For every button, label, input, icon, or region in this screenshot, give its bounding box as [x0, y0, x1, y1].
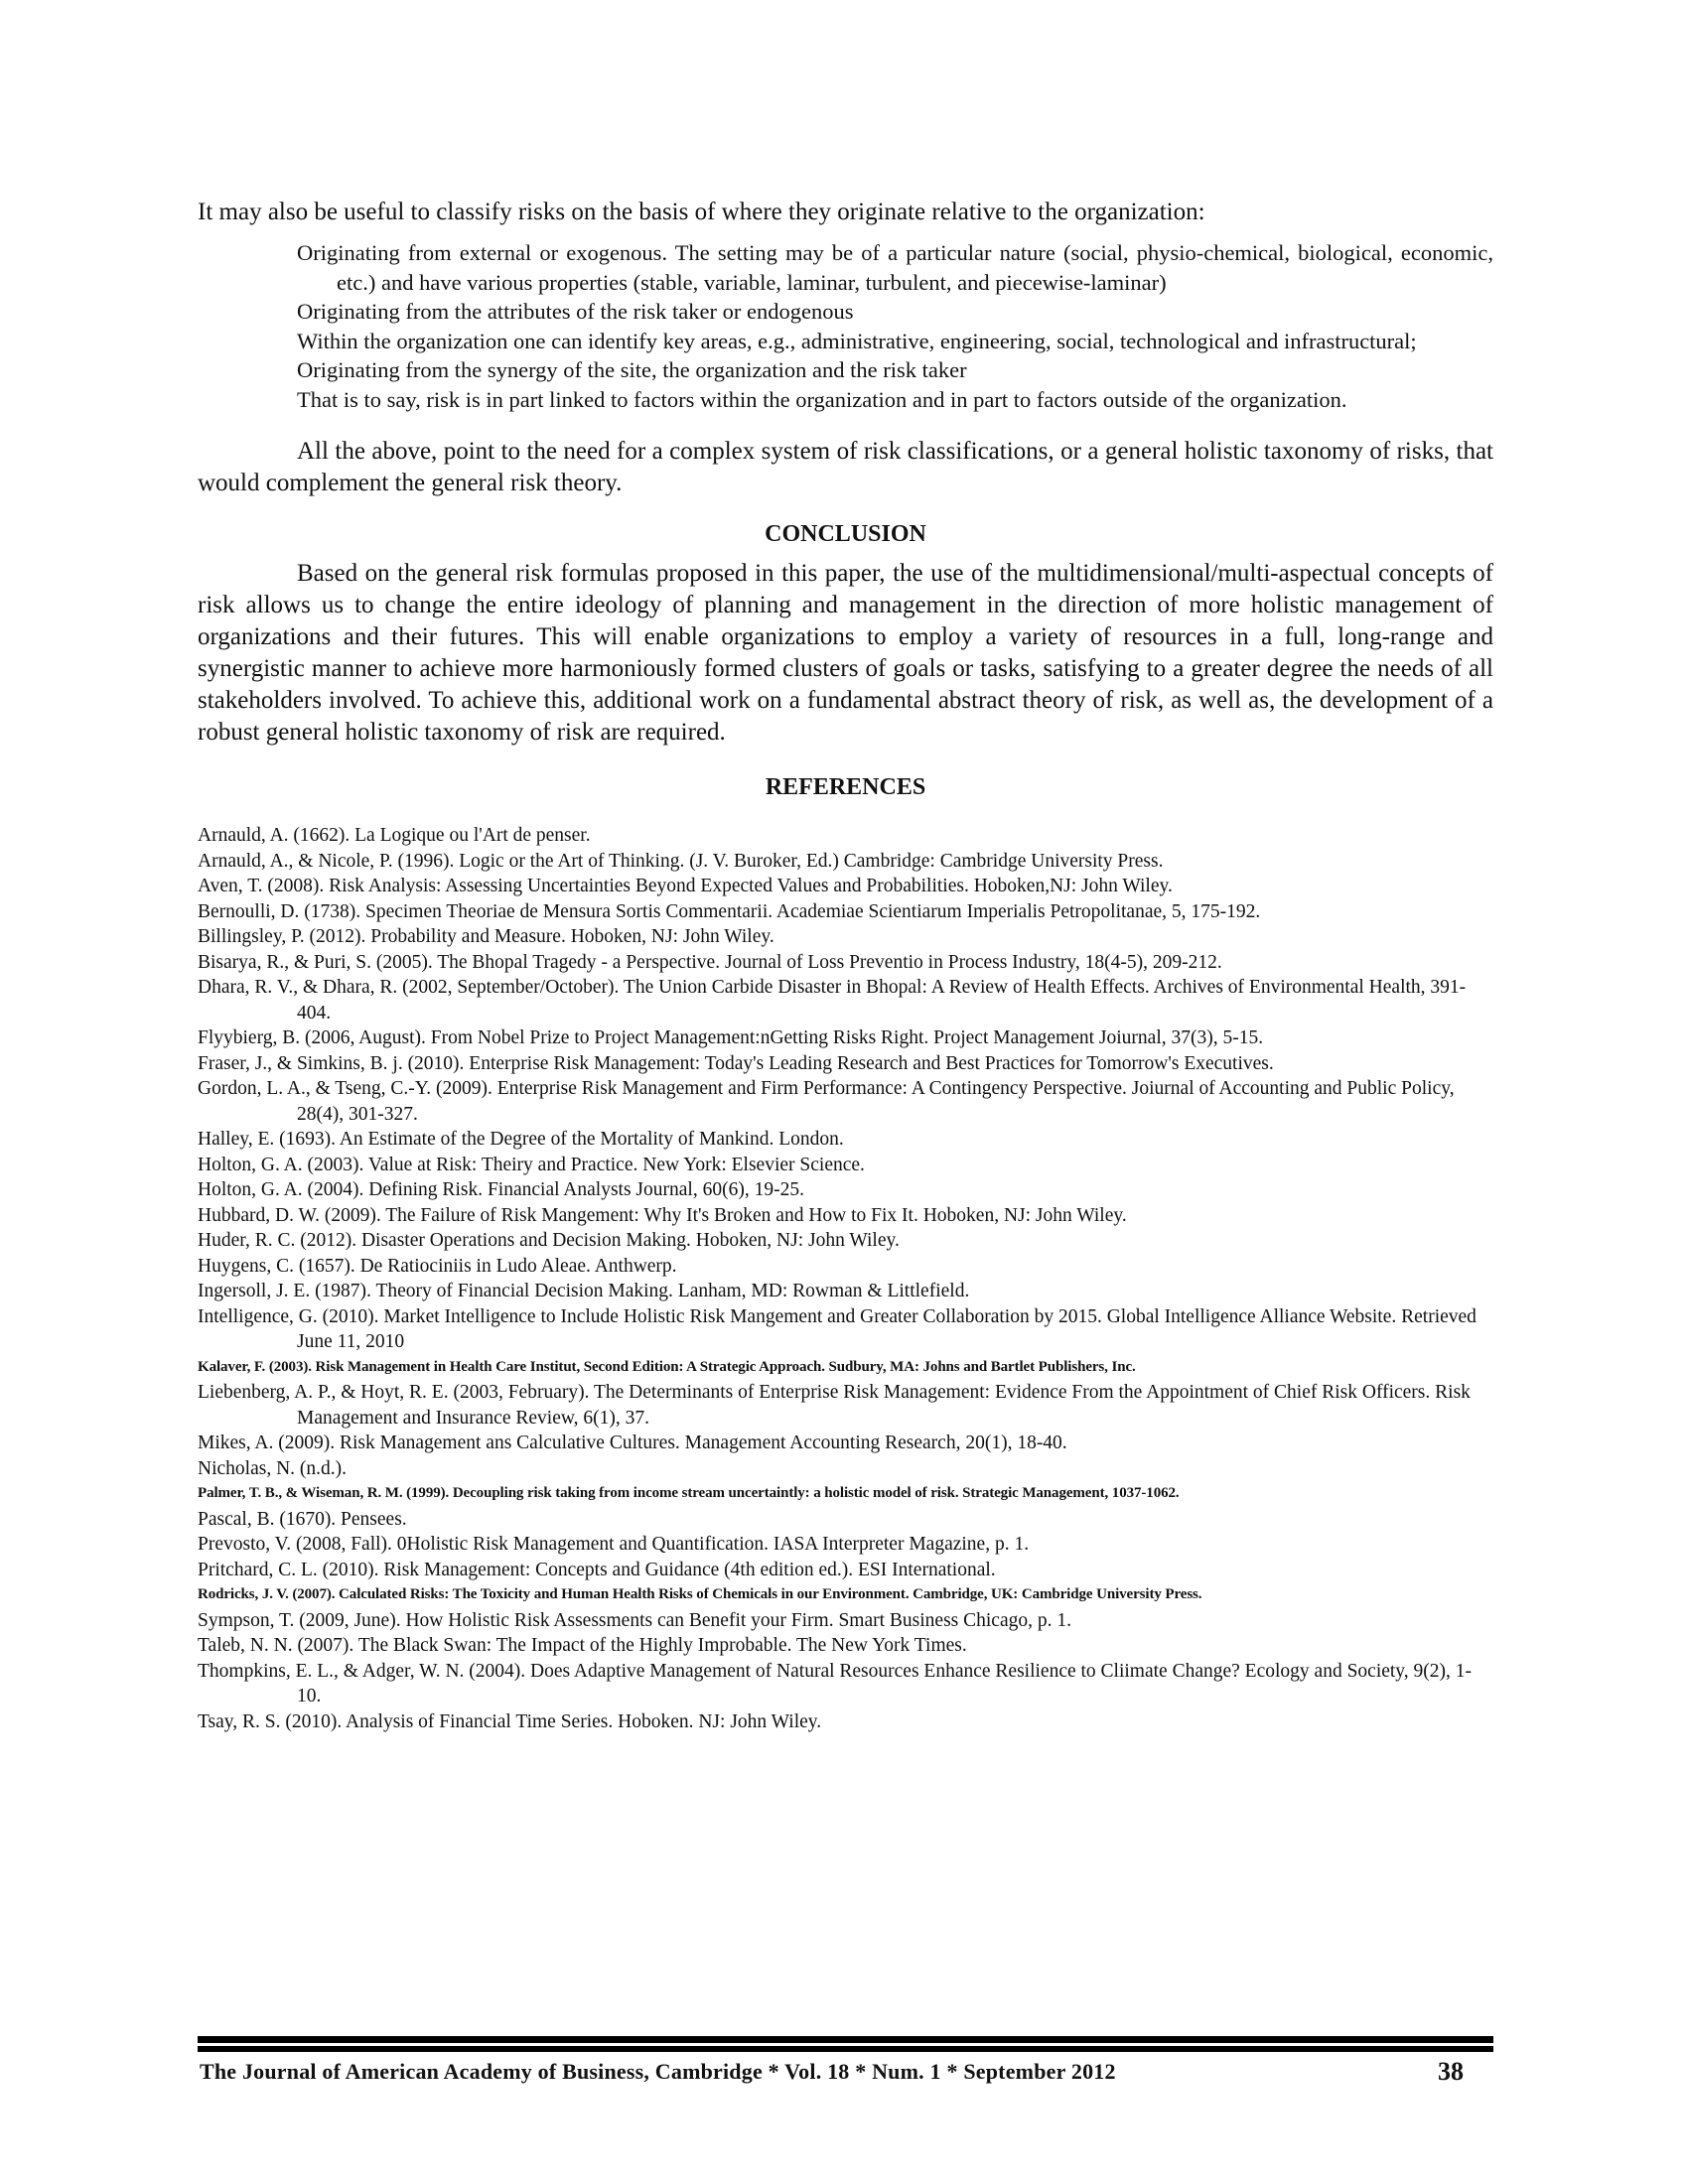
reference-item: Liebenberg, A. P., & Hoyt, R. E. (2003, February). The Determinants of Enterprise Risk Management: Evidence From the Appointment of Chief Risk Officers. Risk Management and Insurance Review, 6(1), 37.: [198, 1382, 1471, 1429]
reference-item: Bisarya, R., & Puri, S. (2005). The Bhopal Tragedy - a Perspective. Journal of Loss Preventio in Process Industry, 18(4-5), 209-212.: [198, 951, 1222, 973]
reference-item: Aven, T. (2008). Risk Analysis: Assessing Uncertainties Beyond Expected Values and Probabilities. Hoboken,NJ: John Wiley.: [198, 876, 1173, 896]
intro-paragraph: It may also be useful to classify risks on the basis of where they originate relative to the organization:: [198, 199, 1205, 225]
reference-item: Pritchard, C. L. (2010). Risk Management: Concepts and Guidance (4th edition ed.). ESI International.: [198, 1559, 996, 1580]
reference-item: Sympson, T. (2009, June). How Holistic Risk Assessments can Benefit your Firm. Smart Business Chicago, p. 1.: [198, 1609, 1071, 1631]
reference-item: Dhara, R. V., & Dhara, R. (2002, September/October). The Union Carbide Disaster in Bhopal: A Review of Health Effects. Archives of Environmental Health, 391-404.: [198, 977, 1467, 1024]
reference-item: Palmer, T. B., & Wiseman, R. M. (1999). Decoupling risk taking from income stream uncertaintly: a holistic model of risk. Strategic Management, 1037-1062.: [198, 1485, 1180, 1501]
reference-item: Taleb, N. N. (2007). The Black Swan: The Impact of the Highly Improbable. The New York Times.: [198, 1635, 967, 1656]
conclusion-heading: CONCLUSION: [765, 521, 926, 547]
reference-item: Pascal, B. (1670). Pensees.: [198, 1508, 407, 1530]
reference-item: Rodricks, J. V. (2007). Calculated Risks: The Toxicity and Human Health Risks of Chemicals in our Environment. Cambridge, UK: Cambridge University Press.: [198, 1586, 1202, 1602]
references-heading: REFERENCES: [765, 774, 926, 800]
page-body: [198, 197, 1493, 1734]
reference-item: Gordon, L. A., & Tseng, C.-Y. (2009). Enterprise Risk Management and Firm Performance: A Contingency Perspective. Joiurnal of Accounting and Public Policy, 28(4), 301-327.: [198, 1078, 1455, 1125]
reference-item: Huder, R. C. (2012). Disaster Operations and Decision Making. Hoboken, NJ: John Wiley.: [198, 1230, 900, 1251]
reference-item: Nicholas, N. (n.d.).: [198, 1457, 348, 1479]
reference-item: Thompkins, E. L., & Adger, W. N. (2004). Does Adaptive Management of Natural Resources Enhance Resilience to Cliimate Change? Ecology and Society, 9(2), 1-10.: [198, 1660, 1473, 1706]
reference-item: Intelligence, G. (2010). Market Intelligence to Include Holistic Risk Mangement and Greater Collaboration by 2015. Global Intelligence Alliance Website. Retrieved June 11, 2010: [198, 1305, 1477, 1352]
reference-item: Prevosto, V. (2008, Fall). 0Holistic Risk Management and Quantification. IASA Interpreter Magazine, p. 1.: [198, 1534, 1030, 1555]
risk-origin-list: [297, 238, 1493, 414]
reference-item: Ingersoll, J. E. (1987). Theory of Financial Decision Making. Lanham, MD: Rowman & Littlefield.: [198, 1281, 970, 1301]
reference-item: Arnauld, A. (1662). La Logique ou l'Art de penser.: [198, 825, 591, 846]
page-number: 38: [1438, 2057, 1464, 2086]
origin-item: Within the organization one can identify key areas, e.g., administrative, engineering, social, technological and infrastructural;: [297, 328, 1417, 353]
reference-item: Flyybierg, B. (2006, August). From Nobel Prize to Project Management:nGetting Risks Right. Project Management Joiurnal, 37(3), 5-15.: [198, 1027, 1264, 1048]
reference-item: Bernoulli, D. (1738). Specimen Theoriae de Mensura Sortis Commentarii. Academiae Scientiarum Imperialis Petropolitanae, 5, 175-192.: [198, 900, 1261, 922]
reference-item: Fraser, J., & Simkins, B. j. (2010). Enterprise Risk Management: Today's Leading Research and Best Practices for Tomorrow's Executives.: [198, 1052, 1274, 1074]
summary-paragraph: All the above, point to the need for a complex system of risk classifications, or a general holistic taxonomy of risks, that would complement the general risk theory.: [198, 438, 1493, 496]
reference-item: Hubbard, D. W. (2009). The Failure of Risk Mangement: Why It's Broken and How to Fix It. Hoboken, NJ: John Wiley.: [198, 1204, 1127, 1226]
reference-item: Huygens, C. (1657). De Ratiociniis in Ludo Aleae. Anthwerp.: [198, 1255, 677, 1277]
origin-item: Originating from the attributes of the risk taker or endogenous: [297, 299, 854, 324]
journal-footer: The Journal of American Academy of Business, Cambridge * Vol. 18 * Num. 1 * September 2012: [200, 2059, 1116, 2084]
origin-item: Originating from the synergy of the site, the organization and the risk taker: [297, 357, 967, 382]
reference-item: Mikes, A. (2009). Risk Management ans Calculative Cultures. Management Accounting Research, 20(1), 18-40.: [198, 1433, 1067, 1453]
references-list: [198, 823, 1493, 1734]
footer-rule: [198, 2036, 1493, 2046]
reference-item: Arnauld, A., & Nicole, P. (1996). Logic or the Art of Thinking. (J. V. Buroker, Ed.) Cambridge: Cambridge University Press.: [198, 850, 1164, 872]
reference-item: Kalaver, F. (2003). Risk Management in Health Care Institut, Second Edition: A Strategic Approach. Sudbury, MA: Johns and Bartlet Publishers, Inc.: [198, 1358, 1136, 1375]
reference-item: Holton, G. A. (2004). Defining Risk. Financial Analysts Journal, 60(6), 19-25.: [198, 1179, 804, 1200]
reference-item: Holton, G. A. (2003). Value at Risk: Theiry and Practice. New York: Elsevier Science.: [198, 1154, 865, 1175]
reference-item: Billingsley, P. (2012). Probability and Measure. Hoboken, NJ: John Wiley.: [198, 926, 774, 947]
reference-item: Tsay, R. S. (2010). Analysis of Financial Time Series. Hoboken. NJ: John Wiley.: [198, 1710, 822, 1732]
conclusion-paragraph: Based on the general risk formulas proposed in this paper, the use of the multidimensional/multi-aspectual concepts of risk allows us to change the entire ideology of planning and management in the direction of more holistic management of organizations and their futures. This will enable organizations to employ a variety of resources in a full, long-range and synergistic manner to achieve more harmoniously formed clusters of goals or tasks, satisfying to a greater degree the needs of all stakeholders involved. To achieve this, additional work on a fundamental abstract theory of risk, as well as, the development of a robust general holistic taxonomy of risk are required.: [198, 560, 1493, 746]
origin-item: Originating from external or exogenous. The setting may be of a particular nature (social, physio-chemical, biological, economic, etc.) and have various properties (stable, variable, laminar, turbulent, and piecewise-laminar): [297, 240, 1493, 295]
reference-item: Halley, E. (1693). An Estimate of the Degree of the Mortality of Mankind. London.: [198, 1129, 844, 1150]
origin-item: That is to say, risk is in part linked to factors within the organization and in part to factors outside of the organization.: [297, 386, 1347, 412]
